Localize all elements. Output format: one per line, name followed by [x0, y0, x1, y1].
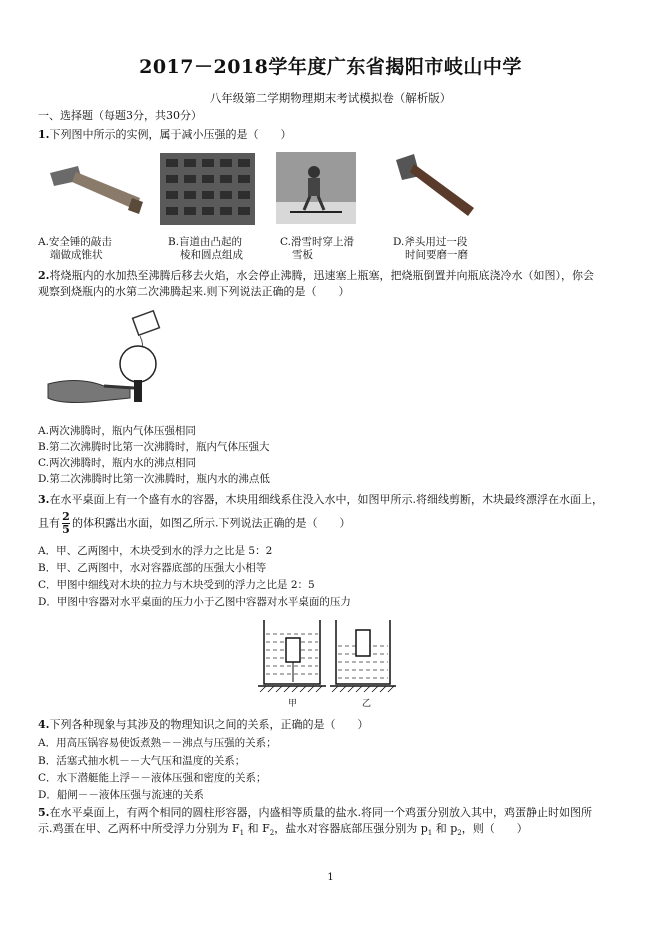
q1-option-c [280, 236, 354, 262]
q3-option-c: C．甲图中细线对木块的拉力与木块受到的浮力之比是 2：5 [38, 579, 315, 591]
q4-option-c: C．水下潜艇能上浮－－液体压强和密度的关系； [38, 772, 267, 784]
stem-text: 示.鸡蛋在甲、乙两杯中所受浮力分别为 F [38, 822, 240, 835]
stem-text: 且有 [38, 516, 60, 530]
fraction-denominator: 5 [62, 523, 70, 536]
question-stem-line1: 在水平桌面上，有两个相同的圆柱形容器，内盛相等质量的盐水.将同一个鸡蛋分别放入其中，鸡蛋静止时如图所 [49, 806, 592, 819]
option-line: C.滑雪时穿上滑 [280, 236, 354, 248]
option-line: 端做成锥状 [50, 249, 103, 261]
question-number: 3. [38, 493, 50, 506]
question-number: 2. [38, 269, 50, 282]
question-stem: 下列图中所示的实例，属于减小压强的是（ ） [49, 128, 292, 141]
option-line: 棱和圆点组成 [180, 249, 243, 261]
question-4 [38, 718, 368, 732]
page-subtitle: 八年级第二学期物理期末考试模拟卷（解析版） [209, 91, 452, 105]
question-stem-line1: 将烧瓶内的水加热至沸腾后移去火焰，水会停止沸腾，迅速塞上瓶塞，把烧瓶倒置并向瓶底浇冷水（如图），你会 [49, 269, 594, 282]
option-line: 雪板 [292, 249, 313, 261]
q3-option-a: A．甲、乙两图中，木块受到水的浮力之比是 5：2 [38, 545, 273, 557]
subscript: 2 [457, 829, 462, 838]
fraction-two-fifths [62, 512, 70, 535]
container-jia [258, 620, 326, 692]
stem-text: ，盐水对容器底部压强分别为 p [274, 822, 428, 835]
containers-figure [258, 616, 398, 696]
question-number: 5. [38, 806, 50, 819]
question-2-line2: 观察到烧瓶内的水第二次沸腾起来.则下列说法正确的是（ ） [38, 285, 350, 298]
q2-option-c: C.两次沸腾时，瓶内水的沸点相同 [38, 457, 196, 469]
q1-option-d [393, 236, 468, 262]
skier-image [276, 152, 356, 224]
q2-option-a: A.两次沸腾时，瓶内气体压强相同 [38, 425, 196, 437]
stem-text: ，则（ ） [461, 822, 528, 835]
question-3-line2 [38, 512, 351, 535]
q4-option-b: B．活塞式抽水机－－大气压和温度的关系； [38, 755, 246, 767]
question-3 [38, 493, 603, 507]
tactile-paving-image [160, 153, 255, 225]
figure-label-jia: 甲 [288, 699, 298, 709]
container-yi [330, 620, 396, 692]
stem-text: 和 p [432, 822, 458, 835]
question-2 [38, 269, 594, 283]
option-line: A.安全锤的敲击 [38, 236, 112, 248]
option-line: B.盲道由凸起的 [168, 236, 243, 248]
stem-text: 和 F [244, 822, 270, 835]
q2-option-b: B.第二次沸腾时比第一次沸腾时，瓶内气体压强大 [38, 441, 270, 453]
safety-hammer-image [40, 158, 145, 223]
section-heading: 一、选择题（每题3分，共30分） [38, 109, 202, 122]
question-5-line2 [38, 822, 528, 840]
page-number: 1 [327, 872, 334, 883]
q4-option-d: D．船闸－－液体压强与流速的关系 [38, 789, 204, 801]
option-line: 时间要磨一磨 [405, 249, 468, 261]
q3-option-b: B．甲、乙两图中，水对容器底部的压强大小相等 [38, 562, 267, 574]
page-title: 2017－2018学年度广东省揭阳市岐山中学 [139, 56, 522, 78]
question-stem-line1: 在水平桌面上有一个盛有水的容器，木块用细线系住没入水中，如图甲所示.将细线剪断，木块最终漂浮在水面上， [49, 493, 603, 506]
question-5 [38, 806, 592, 820]
subscript: 1 [427, 829, 433, 838]
subscript: 2 [269, 829, 275, 838]
q3-option-d: D．甲图中容器对水平桌面的压力小于乙图中容器对水平桌面的压力 [38, 596, 351, 608]
q1-option-b [168, 236, 243, 262]
flask-experiment-image [40, 306, 180, 416]
question-number: 4. [38, 718, 50, 731]
stem-text: 的体积露出水面，如图乙所示.下列说法正确的是（ ） [72, 516, 351, 530]
axe-image [390, 150, 480, 225]
figure-label-yi: 乙 [362, 699, 372, 709]
subscript: 1 [239, 829, 245, 838]
question-number: 1. [38, 128, 50, 141]
q2-option-d: D.第二次沸腾时比第一次沸腾时，瓶内水的沸点低 [38, 473, 270, 485]
question-1 [38, 127, 291, 142]
fraction-numerator: 2 [62, 510, 70, 523]
q4-option-a: A．用高压锅容易使饭煮熟－－沸点与压强的关系； [38, 737, 277, 749]
question-stem: 下列各种现象与其涉及的物理知识之间的关系，正确的是（ ） [49, 718, 369, 731]
option-line: D.斧头用过一段 [393, 236, 468, 248]
q1-option-a [38, 236, 112, 262]
